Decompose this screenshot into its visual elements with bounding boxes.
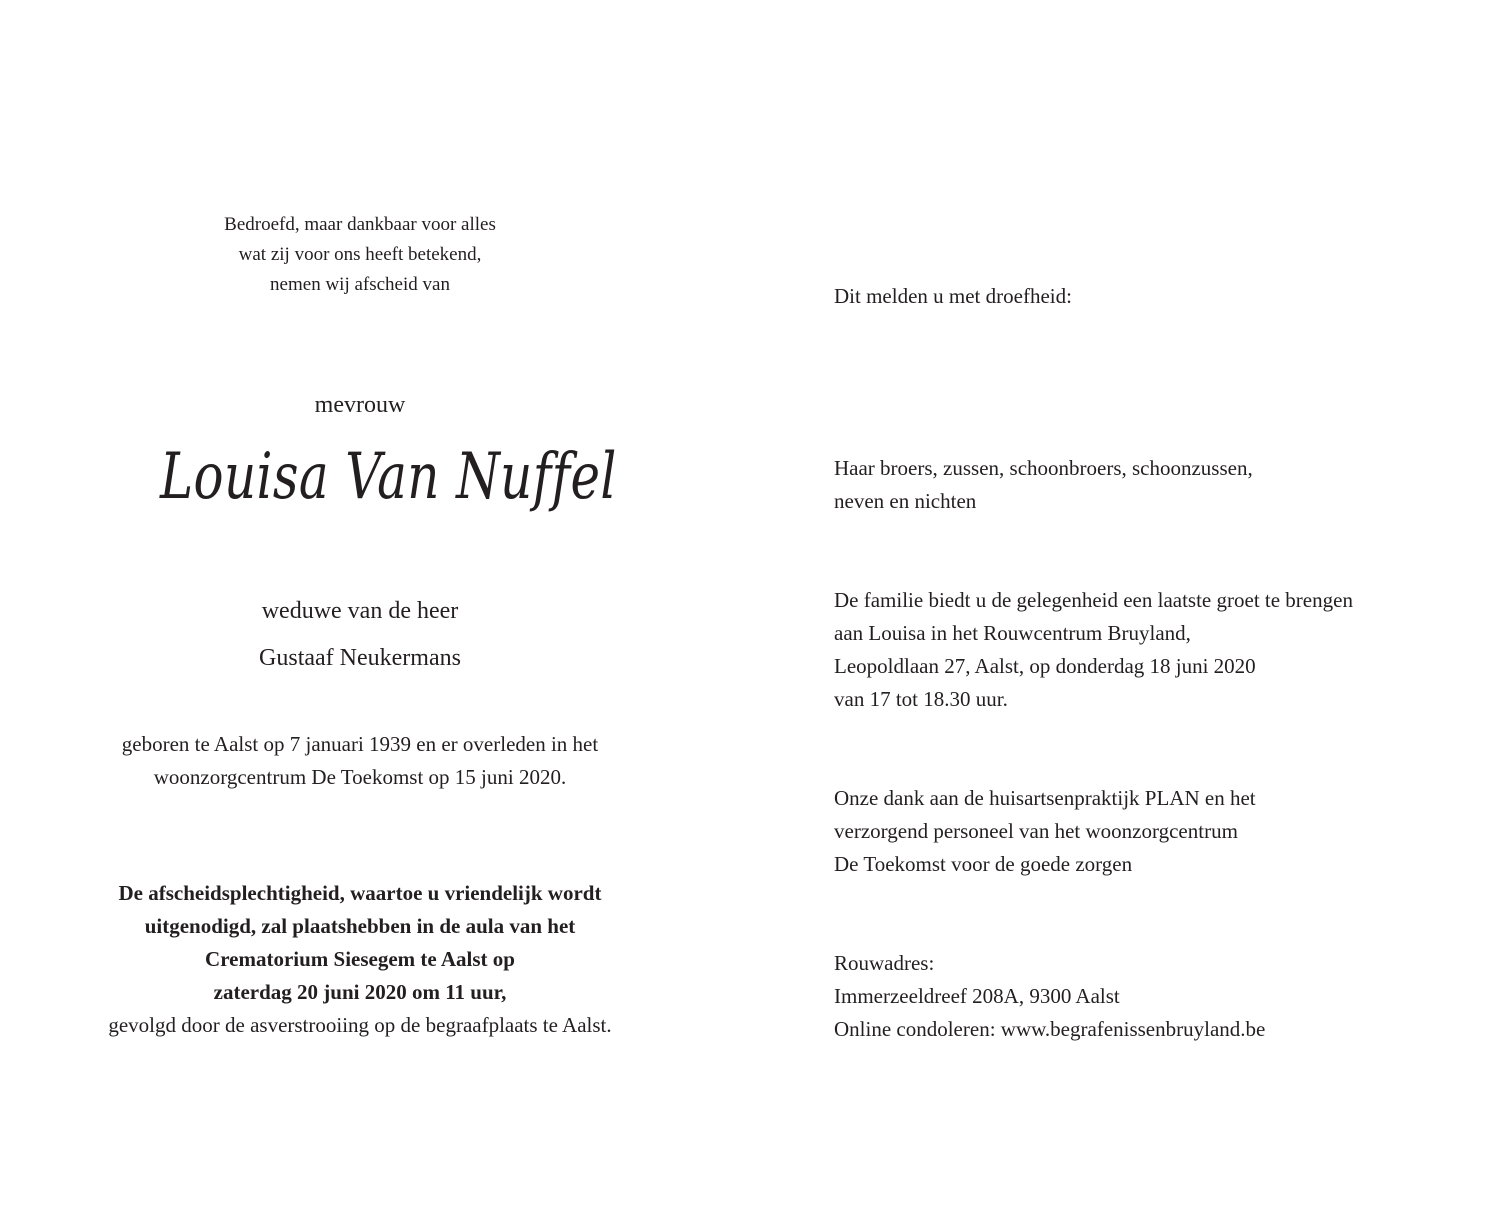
visit-line-3: Leopoldlaan 27, Aalst, op donderdag 18 juni 2020: [834, 654, 1256, 678]
birth-death-line-2: woonzorgcentrum De Toekomst op 15 juni 2020.: [153, 765, 567, 789]
family-line-2: neven en nichten: [834, 489, 977, 513]
thanks-line-2: verzorgend personeel van het woonzorgcentrum: [834, 819, 1238, 843]
left-panel: [0, 0, 720, 1214]
ceremony-line-5: gevolgd door de asverstrooiing op de begraafplaats te Aalst.: [108, 1013, 612, 1037]
thanks-line-1: Onze dank aan de huisartsenpraktijk PLAN en het: [834, 786, 1256, 810]
visit-line-1: De familie biedt u de gelegenheid een laatste groet te brengen: [834, 588, 1353, 612]
announce-line: Dit melden u met droefheid:: [834, 284, 1072, 308]
birth-death-line-1: geboren te Aalst op 7 januari 1939 en er overleden in het: [121, 732, 599, 756]
condolence-line: Online condoleren: www.begrafenissenbruyland.be: [834, 1017, 1266, 1041]
ceremony-line-3: Crematorium Siesegem te Aalst op: [205, 947, 515, 971]
family-line-1: Haar broers, zussen, schoonbroers, schoonzussen,: [834, 456, 1253, 480]
ceremony-line-2: uitgenodigd, zal plaatshebben in de aula van het: [144, 914, 576, 938]
ceremony-line-4: zaterdag 20 juni 2020 om 11 uur,: [213, 980, 507, 1004]
intro-line-2: wat zij voor ons heeft betekend,: [238, 244, 482, 265]
thanks-line-3: De Toekomst voor de goede zorgen: [834, 852, 1133, 876]
widow-line: weduwe van de heer: [261, 598, 459, 624]
visit-line-4: van 17 tot 18.30 uur.: [834, 687, 1008, 711]
right-panel: [720, 0, 1509, 1214]
ceremony-line-1: De afscheidsplechtigheid, waartoe u vriendelijk wordt: [118, 881, 602, 905]
title-word: mevrouw: [314, 392, 406, 418]
intro-line-1: Bedroefd, maar dankbaar voor alles: [224, 214, 496, 235]
spouse-name: Gustaaf Neukermans: [259, 645, 461, 671]
deceased-name: Louisa Van Nuffel: [160, 440, 617, 514]
intro-line-3: nemen wij afscheid van: [270, 274, 450, 295]
address-label: Rouwadres:: [834, 951, 935, 975]
address-street: Immerzeeldreef 208A, 9300 Aalst: [834, 984, 1120, 1008]
visit-line-2: aan Louisa in het Rouwcentrum Bruyland,: [834, 621, 1191, 645]
